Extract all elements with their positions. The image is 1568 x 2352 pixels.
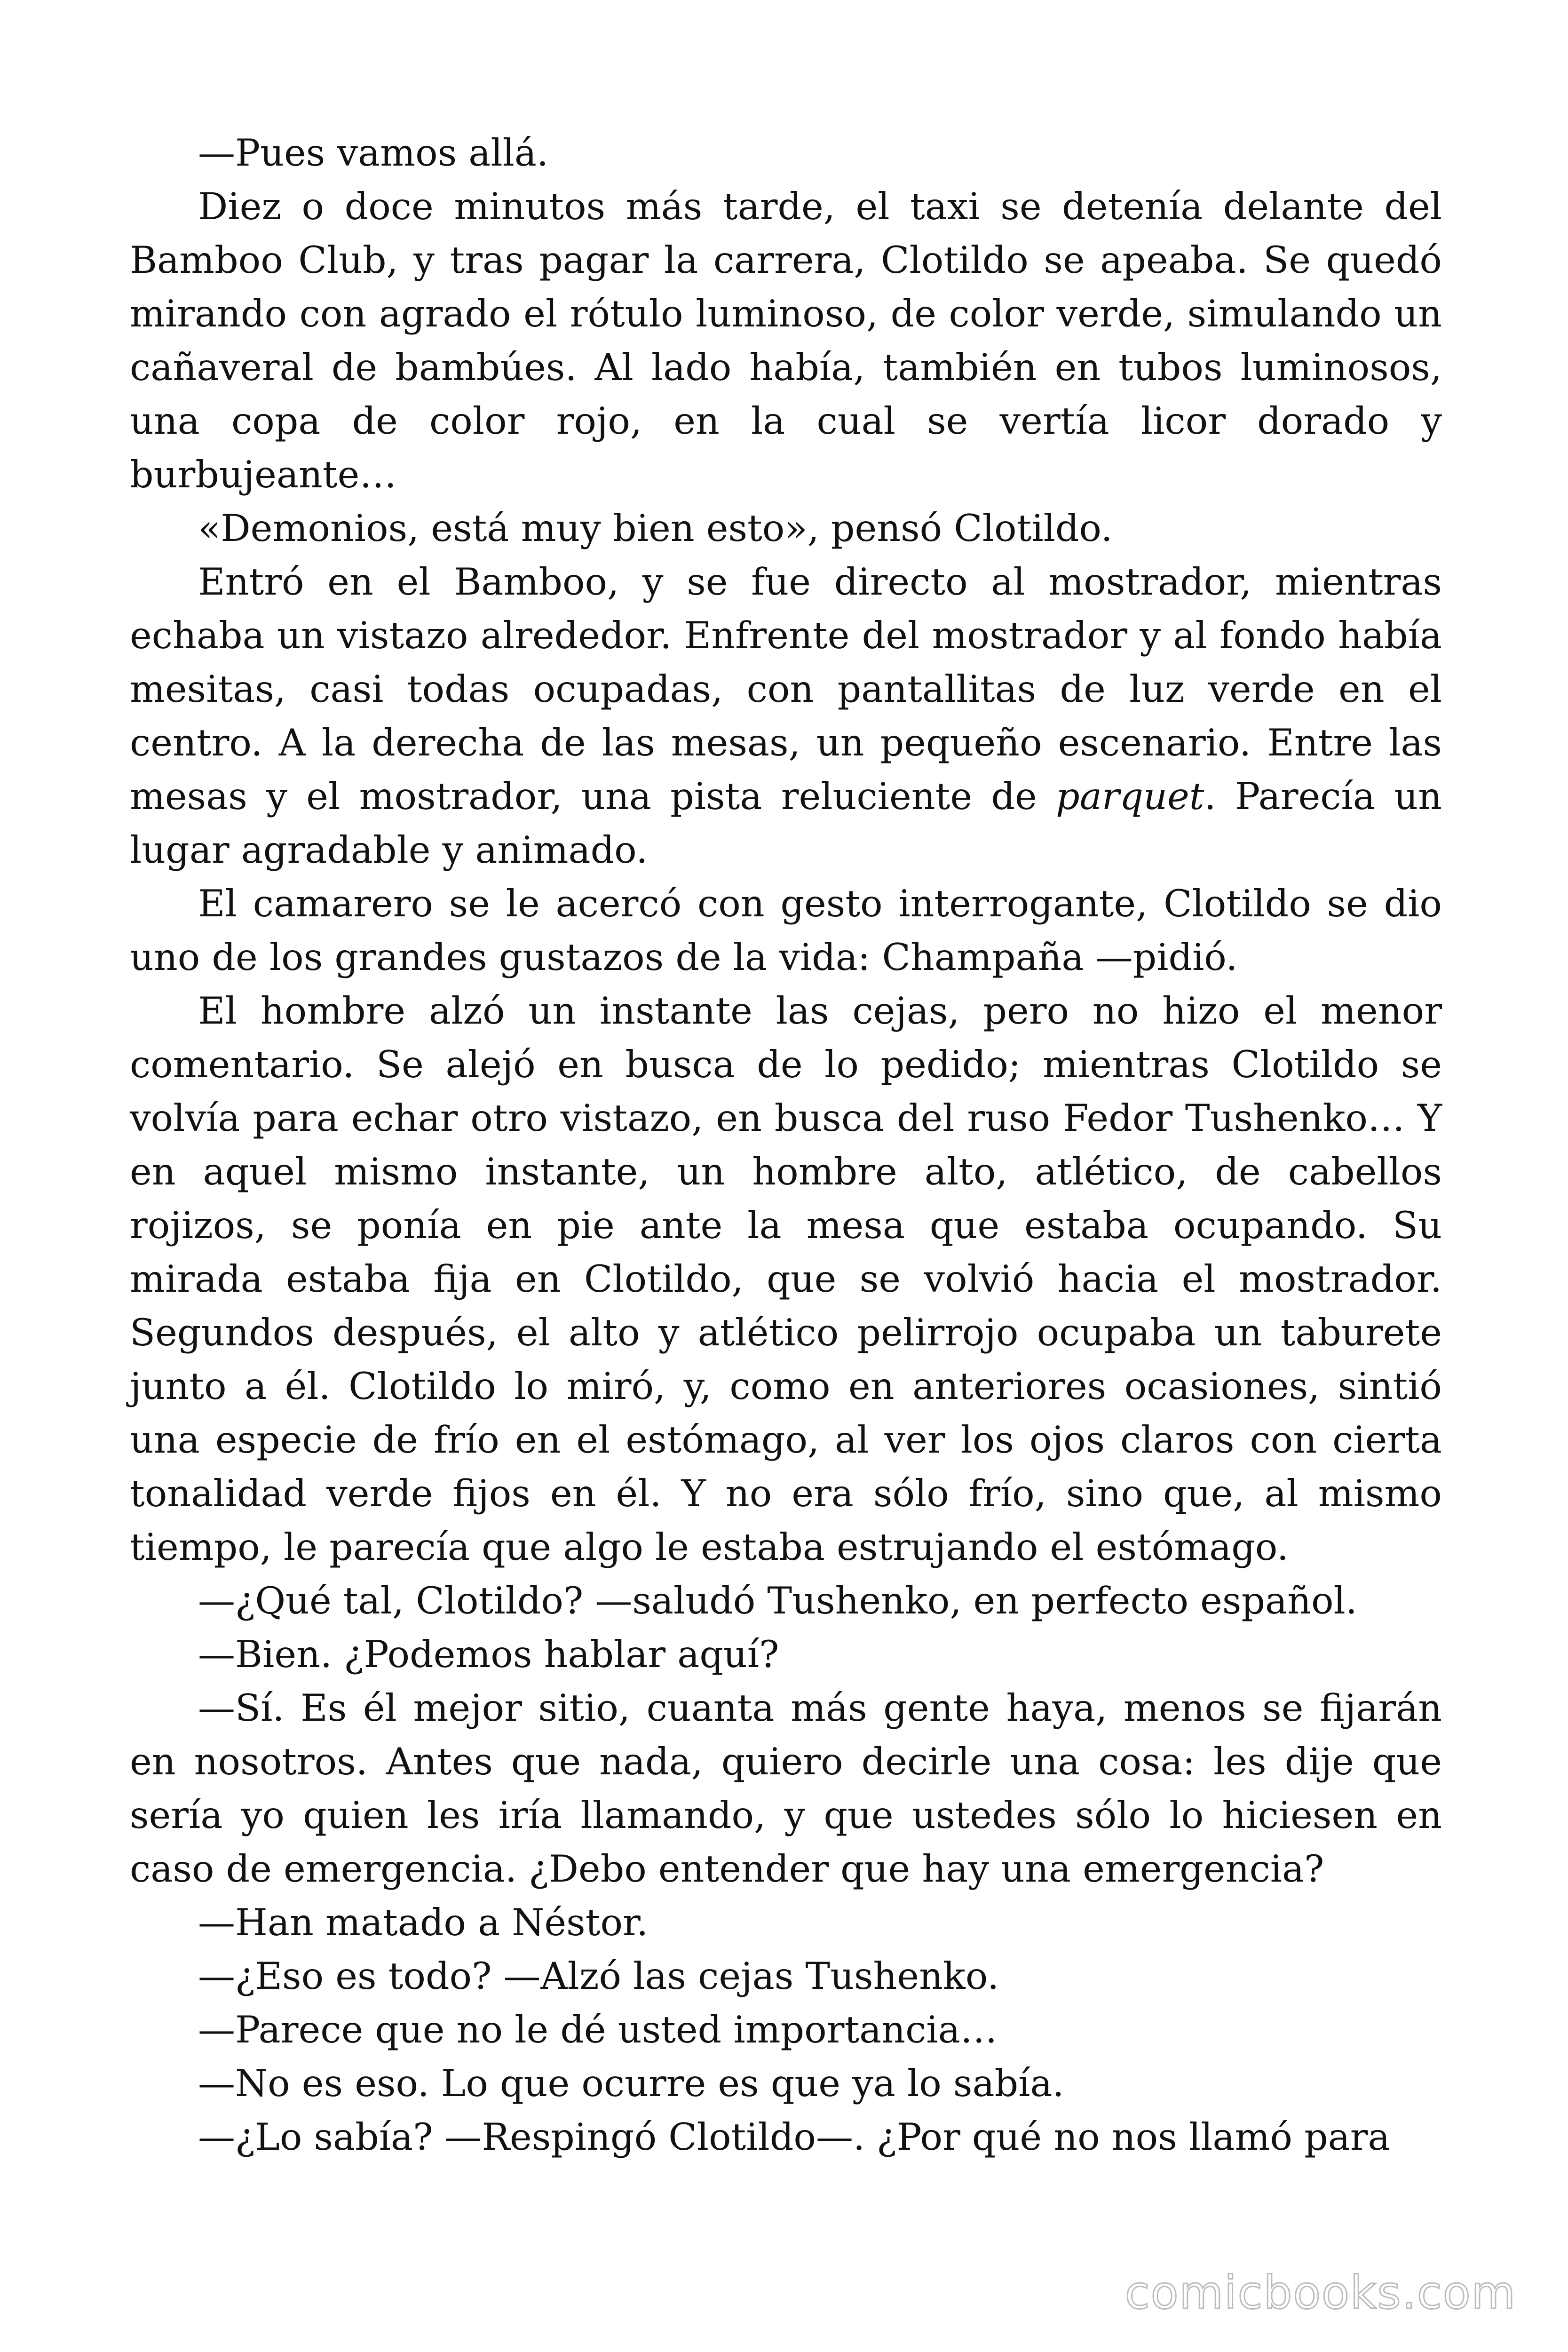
paragraph-2: Diez o doce minutos más tarde, el taxi se detenía delante del Bamboo Club, y tras pagar la carrera, Clotildo se apeaba. Se quedó mirando con agrado el rótulo luminoso, de color verde, simulando un cañaveral de bambúes. Al lado había, también en tubos luminosos, una copa de color rojo, en la cual se vertía licor dorado y burbujeante… [130,185,1442,496]
paragraph-12: —Parece que no le dé usted importancia… [198,2008,998,2051]
paragraph-11: —¿Eso es todo? —Alzó las cejas Tushenko. [198,1955,999,1998]
paragraph-5: El camarero se le acercó con gesto interrogante, Clotildo se dio uno de los grandes gustazos de la vida: Champaña —pidió. [130,882,1442,979]
paragraph-9: —Sí. Es él mejor sitio, cuanta más gente haya, menos se fijarán en nosotros. Antes que nada, quiero decirle una cosa: les dije que sería yo quien les iría llamando, y que ustedes sólo lo hiciesen en caso de emergencia. ¿Debo entender que hay una emergencia? [130,1686,1442,1891]
book-page-body [130,126,1442,2164]
paragraph-7: —¿Qué tal, Clotildo? —saludó Tushenko, en perfecto español. [198,1579,1357,1622]
paragraph-4 [130,555,1442,877]
paragraph-10: —Han matado a Néstor. [198,1901,649,1944]
watermark: comicbooks.com [1125,2266,1516,2319]
paragraph-6: El hombre alzó un instante las cejas, pero no hizo el menor comentario. Se alejó en busca de lo pedido; mientras Clotildo se volvía para echar otro vistazo, en busca del ruso Fedor Tushenko… Y en aquel mismo instante, un hombre alto, atlético, de cabellos rojizos, se ponía en pie ante la mesa que estaba ocupando. Su mirada estaba fija en Clotildo, que se volvió hacia el mostrador. Segundos después, el alto y atlético pelirrojo ocupaba un taburete junto a él. Clotildo lo miró, y, como en anteriores ocasiones, sintió una especie de frío en el estómago, al ver los ojos claros con cierta tonalidad verde fijos en él. Y no era sólo frío, sino que, al mismo tiempo, le parecía que algo le estaba estrujando el estómago. [130,989,1442,1569]
paragraph-4-text-after: . Parecía un lugar agradable y animado. [130,775,1442,872]
paragraph-13: —No es eso. Lo que ocurre es que ya lo sabía. [198,2062,1064,2105]
paragraph-3: «Demonios, está muy bien esto», pensó Clotildo. [198,507,1113,550]
paragraph-14: —¿Lo sabía? —Respingó Clotildo—. ¿Por qué no nos llamó para [198,2115,1390,2159]
paragraph-1: —Pues vamos allá. [198,131,549,175]
paragraph-4-text-before: Entró en el Bamboo, y se fue directo al mostrador, mientras echaba un vistazo alrededor. Enfrente del mostrador y al fondo había mesitas, casi todas ocupadas, con pantallitas de luz verde en el centro. A la derecha de las mesas, un pequeño escenario. Entre las mesas y el mostrador, una pista reluciente de [130,560,1442,818]
paragraph-8: —Bien. ¿Podemos hablar aquí? [198,1633,779,1676]
paragraph-4-italic-word: parquet [1056,775,1204,818]
